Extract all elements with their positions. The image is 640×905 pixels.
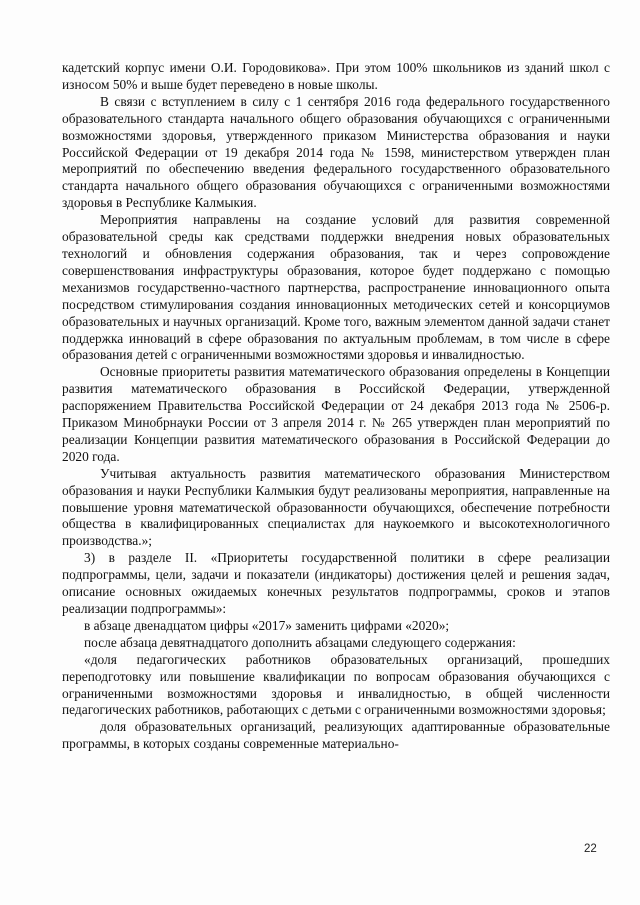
page-number: 22 bbox=[584, 843, 597, 855]
paragraph-fgos-standard: В связи с вступлением в силу с 1 сентября 2016 года федерального государственного образовательного стандарта начального общего образования обучающихся с ограниченными возможностями здоровья, утвержденного приказом Министерства образования и науки Российской Федерации от 19 декабря 2014 года № 1598, министерством утвержден план мероприятий по обеспечению введения федерального государственного образовательного стандарта начального общего образования обучающихся с ограниченными возможностями здоровья в Республике Калмыкия. bbox=[62, 93, 610, 211]
document-body bbox=[62, 60, 610, 753]
paragraph-section-ii: 3) в разделе II. «Приоритеты государственной политики в сфере реализации подпрограммы, цели, задачи и показатели (индикаторы) достижения целей и решения задач, описание основных ожидаемых конечных результатов подпрограммы, сроков и этапов реализации подпрограммы»: bbox=[62, 550, 610, 616]
paragraph-replace-year: в абзаце двенадцатом цифры «2017» заменить цифрами «2020»; bbox=[84, 617, 450, 633]
paragraph-math-priorities: Основные приоритеты развития математического образования определены в Концепции развития математического образования в Российской Федерации, утвержденной распоряжением Правительства Российской Федерации от 24 декабря 2013 года № 2506-р. Приказом Минобрнауки России от 3 апреля 2014 г. № 265 утвержден план мероприятий по реализации Концепции развития математического образования в Российской Федерации до 2020 года. bbox=[62, 364, 610, 464]
paragraph-activities: Мероприятия направлены на создание условий для развития современной образовательной среды как средствами поддержки внедрения новых образовательных технологий и обновления содержания образования, так и через сопровождение совершенствования инфраструктуры образования, которое будет поддержано с помощью механизмов государственно-частного партнерства, распространение инновационного опыта посредством стимулирования создания инновационных методических сетей и консорциумов образовательных и научных организаций. Кроме того, важным элементом данной задачи станет поддержка инноваций в сфере образования по актуальным проблемам, в том числе в сфере образования детей с ограниченными возможностями здоровья и инвалидностью. bbox=[62, 212, 610, 363]
paragraph-share-organizations: доля образовательных организаций, реализующих адаптированные образовательные программы, в которых созданы современные материально- bbox=[62, 719, 610, 752]
paragraph-share-teachers: «доля педагогических работников образовательных организаций, прошедших переподготовку или повышение квалификации по вопросам образования обучающихся с ограниченными возможностями здоровья и инвалидностью, в общей численности педагогических работников, работающих с детьми с ограниченными возможностями здоровья; bbox=[62, 651, 610, 718]
paragraph-continuation: кадетский корпус имени О.И. Городовикова». При этом 100% школьников из зданий школ с износом 50% и выше будет переведено в новые школы. bbox=[62, 60, 610, 92]
paragraph-add-after: после абзаца девятнадцатого дополнить абзацами следующего содержания: bbox=[84, 634, 516, 650]
paragraph-math-measures: Учитывая актуальность развития математического образования Министерством образования и науки Республики Калмыкия будут реализованы мероприятия, направленные на повышение уровня математической образованности обучающихся, обеспечение потребности общества в квалифицированных специалистах для наукоемкого и высокотехнологичного производства.»; bbox=[62, 465, 610, 549]
